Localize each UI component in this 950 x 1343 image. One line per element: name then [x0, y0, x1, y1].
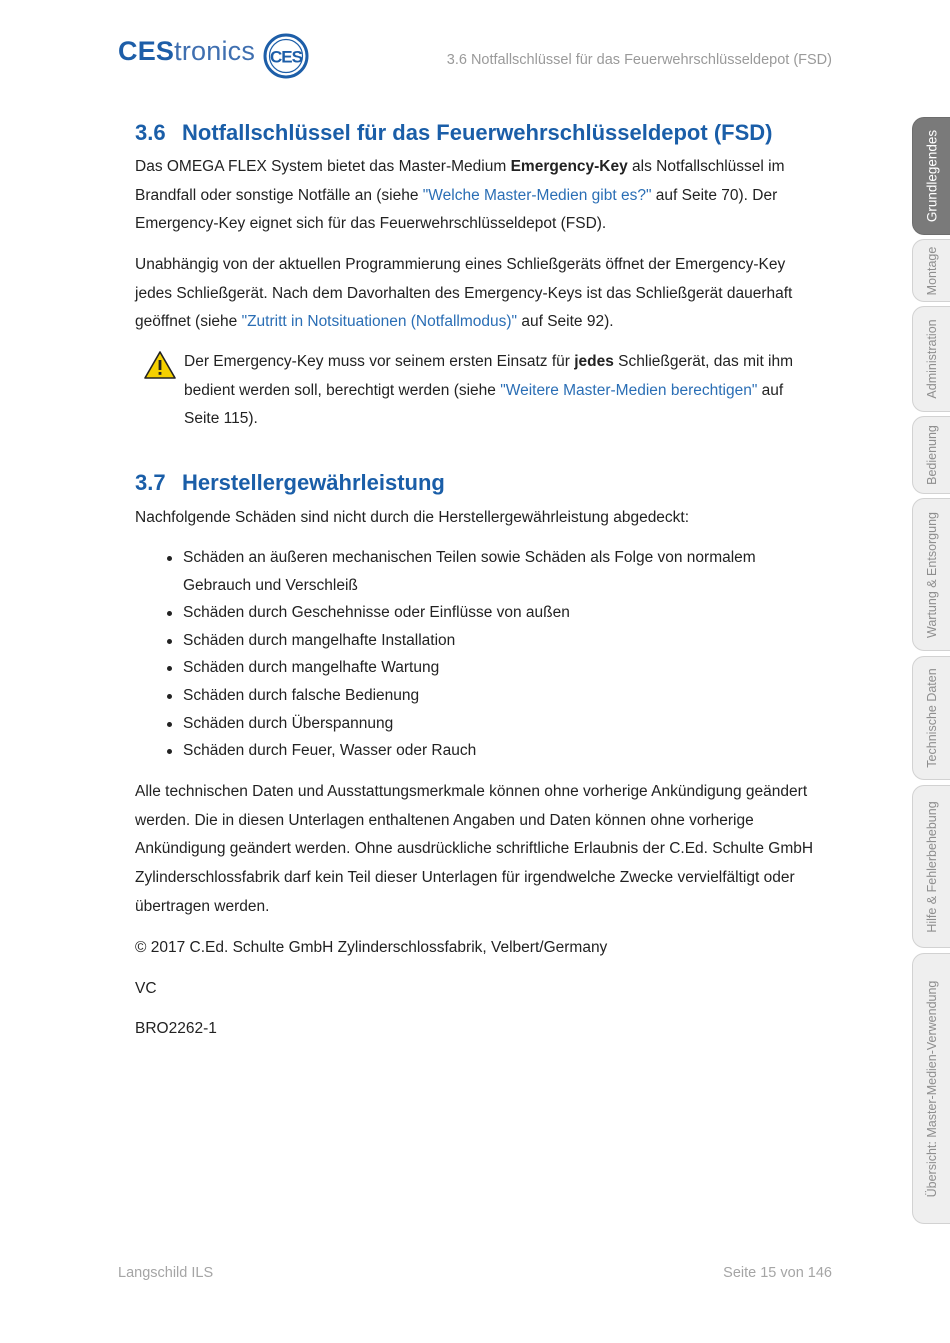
tab-label: Technische Daten: [924, 668, 939, 768]
running-header: 3.6 Notfallschlüssel für das Feuerwehrschlüsseldepot (FSD): [446, 52, 832, 68]
list-item: [135, 682, 815, 710]
brand-name-light: tronics: [174, 36, 256, 66]
list-item-text: Schäden durch falsche Bedienung: [183, 686, 420, 704]
tab-hilfe-fehlerbehebung[interactable]: [912, 785, 950, 948]
list-item: [135, 544, 815, 599]
list-item-text: Schäden durch mangelhafte Wartung: [183, 659, 440, 677]
section-title: Notfallschlüssel für das Feuerwehrschlüsseldepot (FSD): [182, 120, 773, 145]
text-run: Das OMEGA FLEX System bietet das Master-Medium: [135, 158, 511, 175]
cross-reference-link[interactable]: "Zutritt in Notsituationen (Notfallmodus)": [241, 313, 518, 331]
text-run: Unabhängig von der aktuellen Programmierung eines Schließgeräts öffnet der Emergency-Key jedes Schließgerät. Nach dem Davorhalten des Emergency-Keys ist das Schließgerät dauerhaft geöffnet (siehe: [135, 256, 793, 331]
tab-label: Administration: [924, 319, 939, 399]
list-item-text: Schäden durch Überspannung: [183, 714, 394, 732]
document-id: BRO2262-1: [135, 1020, 217, 1037]
tab-technische-daten[interactable]: [912, 656, 950, 780]
paragraph: Nachfolgende Schäden sind nicht durch die Herstellergewährleistung abgedeckt:: [135, 509, 690, 526]
footer-page-number: Seite 15 von 146: [723, 1265, 832, 1281]
list-item-text: Schäden durch Geschehnisse oder Einflüsse von außen: [183, 604, 570, 622]
bullet-icon: [167, 556, 172, 561]
tab-label: Übersicht: Master-Medien-Verwendung: [924, 980, 939, 1197]
list-item: [135, 654, 815, 682]
bullet-icon: [167, 694, 172, 699]
list-item-text: Schäden an äußeren mechanischen Teilen sowie Schäden als Folge von normalem Gebrauch und Verschleiß: [183, 549, 756, 594]
ces-emblem-icon: [262, 32, 310, 80]
list-item: [135, 599, 815, 627]
warning-icon: [143, 350, 177, 380]
emphasis: jedes: [574, 353, 614, 370]
text-run: auf Seite 70). Der Emergency-Key eignet sich für das Feuerwehrschlüsseldepot (FSD).: [135, 186, 778, 233]
brand-wordmark: [118, 36, 255, 67]
section-title: Herstellergewährleistung: [182, 470, 445, 495]
tab-administration[interactable]: [912, 306, 950, 412]
bullet-list: [135, 544, 815, 765]
text-run: Schließgerät, das mit ihm bedient werden soll, berechtigt werden (siehe: [184, 353, 794, 399]
cross-reference-link[interactable]: "Welche Master-Medien gibt es?": [422, 186, 652, 204]
bullet-icon: [167, 611, 172, 616]
section-number: 3.6: [135, 120, 166, 145]
copyright: © 2017 C.Ed. Schulte GmbH Zylinderschlossfabrik, Velbert/Germany: [135, 939, 608, 956]
tab-uebersicht-master-medien[interactable]: [912, 953, 950, 1224]
section-heading-3-6: [135, 118, 772, 148]
list-item: [135, 710, 815, 738]
text-run: auf Seite 92).: [517, 313, 614, 331]
text-run: auf Seite 115).: [184, 381, 784, 428]
list-item-text: Schäden durch mangelhafte Installation: [183, 631, 456, 649]
bullet-icon: [167, 749, 172, 754]
tab-label: Montage: [924, 246, 939, 295]
tab-label: Wartung & Entsorgung: [924, 511, 939, 638]
bullet-icon: [167, 639, 172, 644]
list-item-text: Schäden durch Feuer, Wasser oder Rauch: [183, 742, 477, 760]
emphasis: Emergency-Key: [510, 158, 628, 175]
tab-wartung-entsorgung[interactable]: [912, 498, 950, 651]
chapter-tabs: [910, 0, 950, 1343]
tab-bedienung[interactable]: [912, 416, 950, 494]
text-run: als Notfallschlüssel im Brandfall oder sonstige Notfälle an (siehe: [135, 158, 785, 204]
paragraph: [135, 153, 815, 239]
warning-text: [184, 348, 814, 434]
text-run: Der Emergency-Key muss vor seinem ersten Einsatz für: [184, 353, 575, 370]
tab-label: Bedienung: [924, 425, 939, 485]
bullet-icon: [167, 666, 172, 671]
section-number: 3.7: [135, 470, 166, 495]
tab-label: Grundlegendes: [924, 129, 939, 223]
cross-reference-link[interactable]: "Weitere Master-Medien berechtigen": [500, 381, 758, 399]
tab-grundlegendes[interactable]: [912, 117, 950, 235]
tab-label: Hilfe & Fehlerbehebung: [924, 800, 939, 933]
section-heading-3-7: [135, 468, 445, 498]
bullet-icon: [167, 722, 172, 727]
brand-name-bold: CES: [118, 36, 175, 66]
tab-montage[interactable]: [912, 239, 950, 302]
list-item: [135, 627, 815, 655]
legal-notice: Alle technischen Daten und Ausstattungsmerkmale können ohne vorherige Ankündigung geändert werden. Die in diesen Unterlagen enthaltenen Angaben und Daten können ohne vorherige Ankündigung geändert werden. Ohne ausdrückliche schriftliche Erlaubnis der C.Ed. Schulte GmbH Zylinderschlossfabrik darf kein Teil dieser Unterlagen für irgendwelche Zwecke vervielfältigt oder übertragen werden.: [135, 783, 814, 915]
version-code: VC: [135, 980, 157, 997]
emblem-text: CES: [270, 47, 302, 67]
paragraph: [135, 251, 815, 337]
footer-document-name: Langschild ILS: [118, 1265, 214, 1281]
list-item: [135, 737, 815, 765]
